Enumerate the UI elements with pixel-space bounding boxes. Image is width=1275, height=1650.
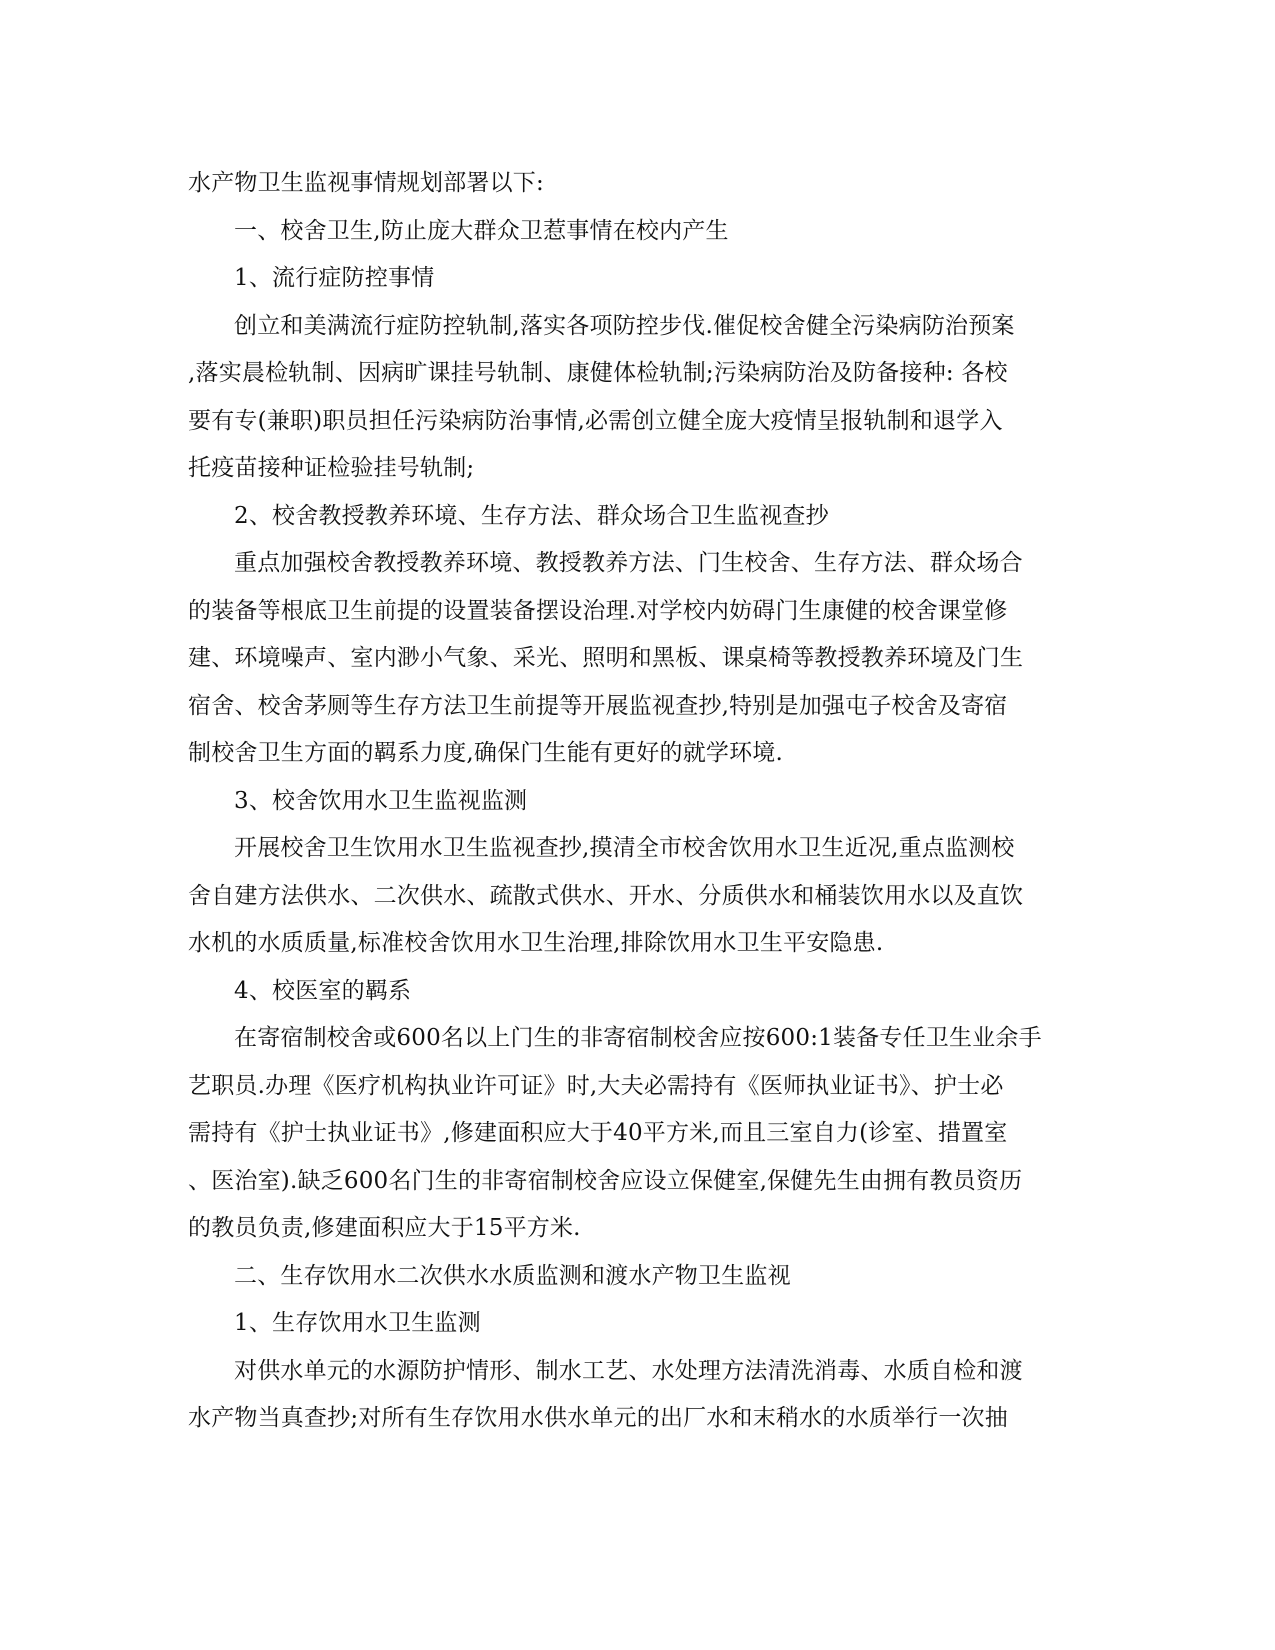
text-line: 的装备等根底卫生前提的设置装备摆设治理.对学校内妨碍门生康健的校舍课堂修 (188, 597, 1008, 624)
document-body (188, 160, 1088, 1443)
text-line: 1、流行症防控事情 (234, 265, 435, 291)
text-line: 、医治室).缺乏600名门生的非寄宿制校舍应设立保健室,保健先生由拥有教员资历 (188, 1167, 1023, 1194)
text-line: ,落实晨检轨制、因病旷课挂号轨制、康健体检轨制;污染病防治及防备接种: 各校 (188, 360, 1008, 386)
text-line: 宿舍、校舍茅厕等生存方法卫生前提等开展监视查抄,特别是加强屯子校舍及寄宿 (188, 692, 1008, 719)
text-line: 4、校医室的羁系 (234, 977, 412, 1004)
text-line: 3、校舍饮用水卫生监视监测 (234, 787, 528, 814)
text-line: 的教员负责,修建面积应大于15平方米. (188, 1215, 581, 1241)
text-line: 二、生存饮用水二次供水水质监测和渡水产物卫生监视 (234, 1262, 791, 1289)
text-line: 需持有《护士执业证书》,修建面积应大于40平方米,而且三室自力(诊室、措置室 (188, 1120, 1008, 1146)
text-line: 舍自建方法供水、二次供水、疏散式供水、开水、分质供水和桶装饮用水以及直饮 (188, 882, 1024, 909)
text-line: 建、环境噪声、室内渺小气象、采光、照明和黑板、课桌椅等教授教养环境及门生 (188, 645, 1024, 671)
text-line: 艺职员.办理《医疗机构执业许可证》时,大夫必需持有《医师执业证书》、护士必 (188, 1072, 1004, 1099)
text-line: 在寄宿制校舍或600名以上门生的非寄宿制校舍应按600:1装备专任卫生业余手 (234, 1025, 1042, 1051)
text-line: 1、生存饮用水卫生监测 (234, 1310, 481, 1336)
text-line: 创立和美满流行症防控轨制,落实各项防控步伐.催促校舍健全污染病防治预案 (234, 312, 1015, 339)
text-line: 水产物当真查抄;对所有生存饮用水供水单元的出厂水和末稍水的水质举行一次抽 (188, 1405, 1008, 1431)
text-line: 开展校舍卫生饮用水卫生监视查抄,摸清全市校舍饮用水卫生近况,重点监测校 (234, 835, 1015, 861)
text-line: 制校舍卫生方面的羁系力度,确保门生能有更好的就学环境. (188, 740, 784, 766)
text-line: 2、校舍教授教养环境、生存方法、群众场合卫生监视查抄 (234, 502, 829, 529)
text-line: 水产物卫生监视事情规划部署以下: (188, 170, 544, 196)
text-line: 一、校舍卫生,防止庞大群众卫惹事情在校内产生 (234, 217, 729, 244)
text-line: 要有专(兼职)职员担任污染病防治事情,必需创立健全庞大疫情呈报轨制和退学入 (188, 407, 1003, 434)
text-line: 托疫苗接种证检验挂号轨制; (188, 455, 475, 481)
text-line: 重点加强校舍教授教养环境、教授教养方法、门生校舍、生存方法、群众场合 (234, 550, 1023, 576)
text-line: 水机的水质质量,标准校舍饮用水卫生治理,排除饮用水卫生平安隐患. (188, 930, 884, 956)
text-line: 对供水单元的水源防护情形、制水工艺、水处理方法清洗消毒、水质自检和渡 (234, 1357, 1023, 1384)
